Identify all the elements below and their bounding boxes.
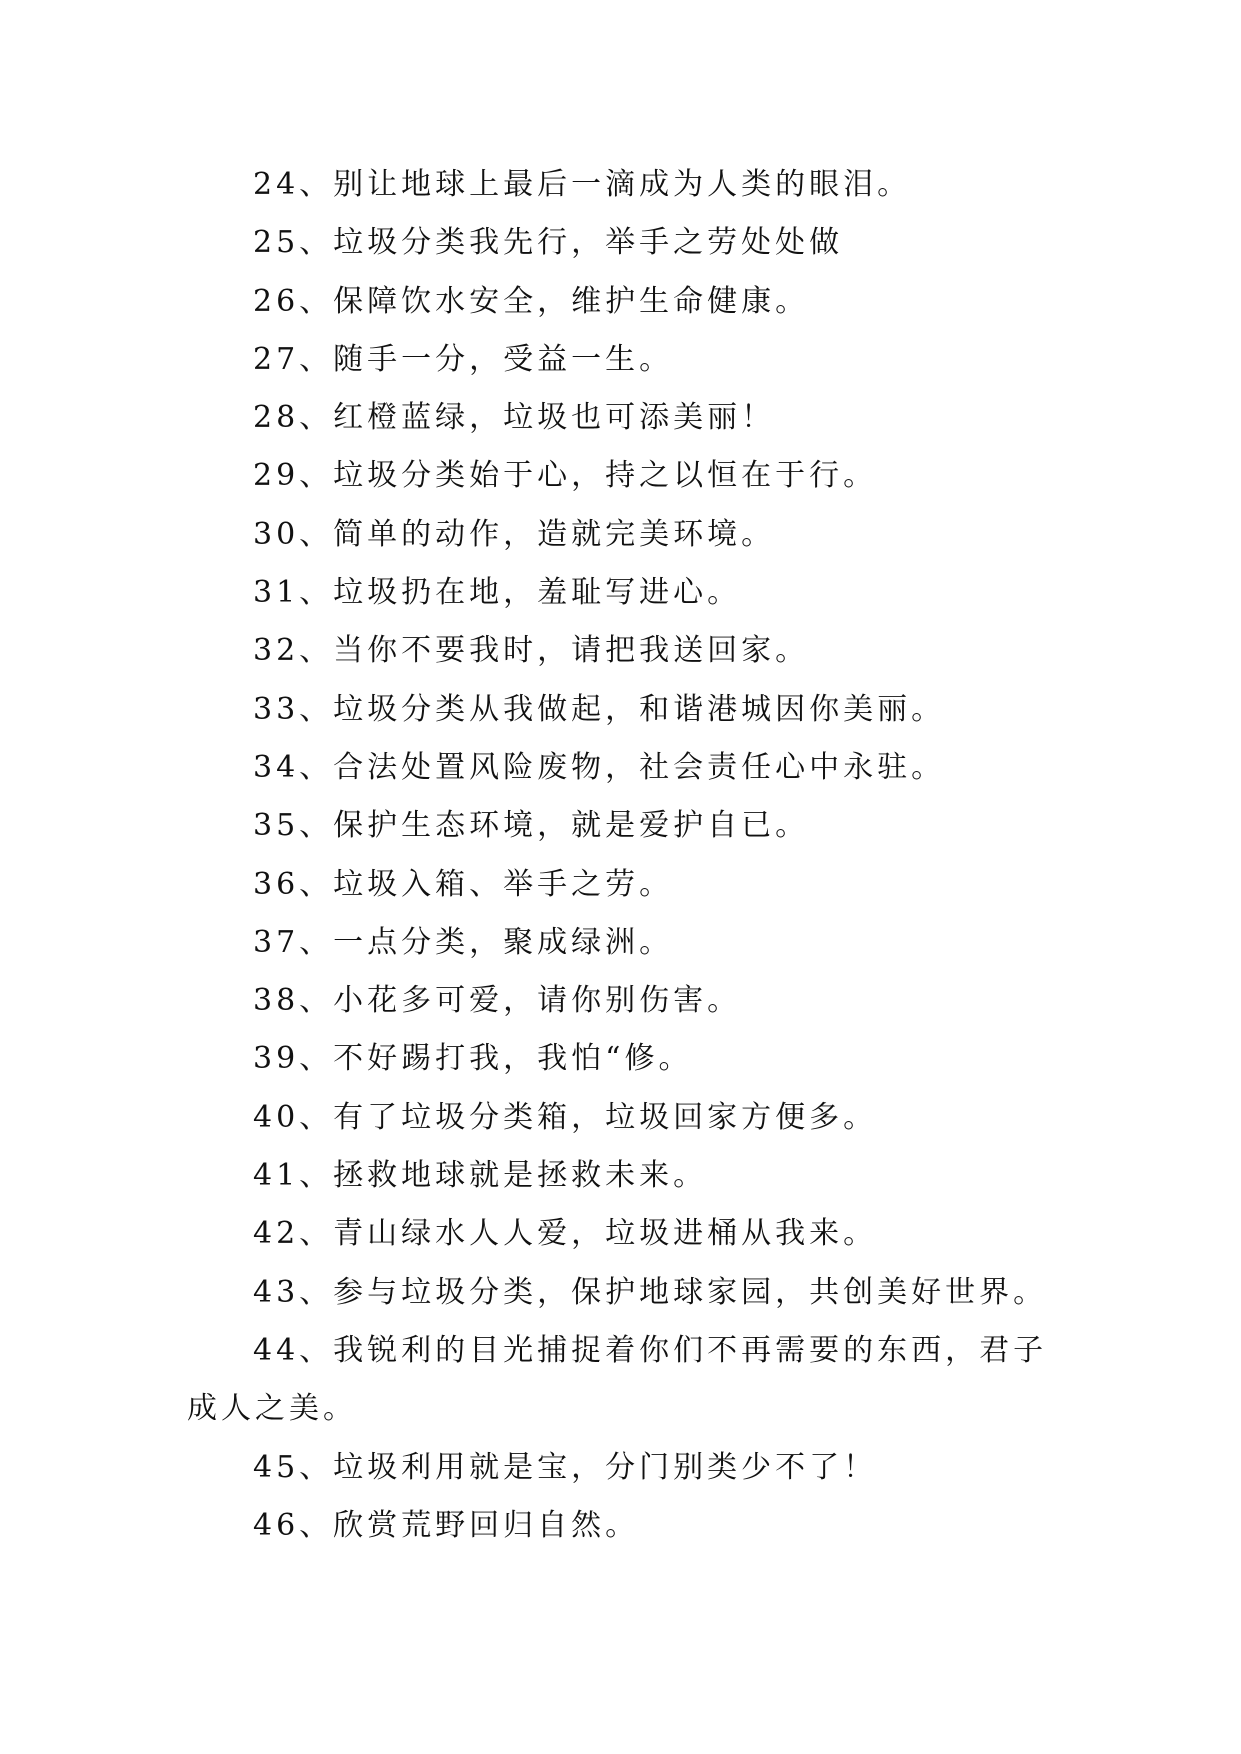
slogan-line: 31、垃圾扔在地，羞耻写进心。 bbox=[253, 575, 742, 611]
slogan-line: 41、拯救地球就是拯救未来。 bbox=[253, 1158, 708, 1194]
slogan-line: 25、垃圾分类我先行，举手之劳处处做 bbox=[253, 225, 844, 261]
slogan-line: 24、别让地球上最后一滴成为人类的眼泪。 bbox=[253, 167, 912, 202]
slogan-line: 36、垃圾入箱、举手之劳。 bbox=[253, 866, 674, 902]
slogan-line: 42、青山绿水人人爱，垃圾进桶从我来。 bbox=[253, 1216, 878, 1252]
slogan-line: 44、我锐利的目光捕捉着你们不再需要的东西，君子成人之美。 bbox=[187, 1332, 1048, 1427]
document-body bbox=[187, 156, 1067, 1555]
slogan-line: 29、垃圾分类始于心，持之以恒在于行。 bbox=[253, 458, 878, 494]
slogan-line: 37、一点分类，聚成绿洲。 bbox=[253, 924, 674, 960]
slogan-line: 30、简单的动作，造就完美环境。 bbox=[253, 516, 776, 552]
slogan-line: 38、小花多可爱，请你别伤害。 bbox=[253, 983, 742, 1019]
slogan-line: 34、合法处置风险废物，社会责任心中永驻。 bbox=[253, 749, 946, 785]
slogan-line: 45、垃圾利用就是宝，分门别类少不了！ bbox=[253, 1449, 878, 1485]
slogan-line: 40、有了垃圾分类箱，垃圾回家方便多。 bbox=[253, 1099, 878, 1135]
slogan-line: 32、当你不要我时，请把我送回家。 bbox=[253, 633, 810, 669]
slogan-line: 28、红橙蓝绿，垃圾也可添美丽！ bbox=[253, 400, 776, 436]
slogan-line: 35、保护生态环境，就是爱护自已。 bbox=[253, 808, 810, 844]
slogan-line: 27、随手一分，受益一生。 bbox=[253, 341, 674, 377]
slogan-line: 39、不好踢打我，我怕“修。 bbox=[253, 1041, 693, 1077]
slogan-line: 43、参与垃圾分类，保护地球家园，共创美好世界。 bbox=[253, 1274, 1048, 1310]
slogan-line: 46、欣赏荒野回归自然。 bbox=[253, 1507, 640, 1543]
slogan-line: 33、垃圾分类从我做起，和谐港城因你美丽。 bbox=[253, 691, 946, 727]
slogan-line: 26、保障饮水安全，维护生命健康。 bbox=[253, 283, 810, 319]
